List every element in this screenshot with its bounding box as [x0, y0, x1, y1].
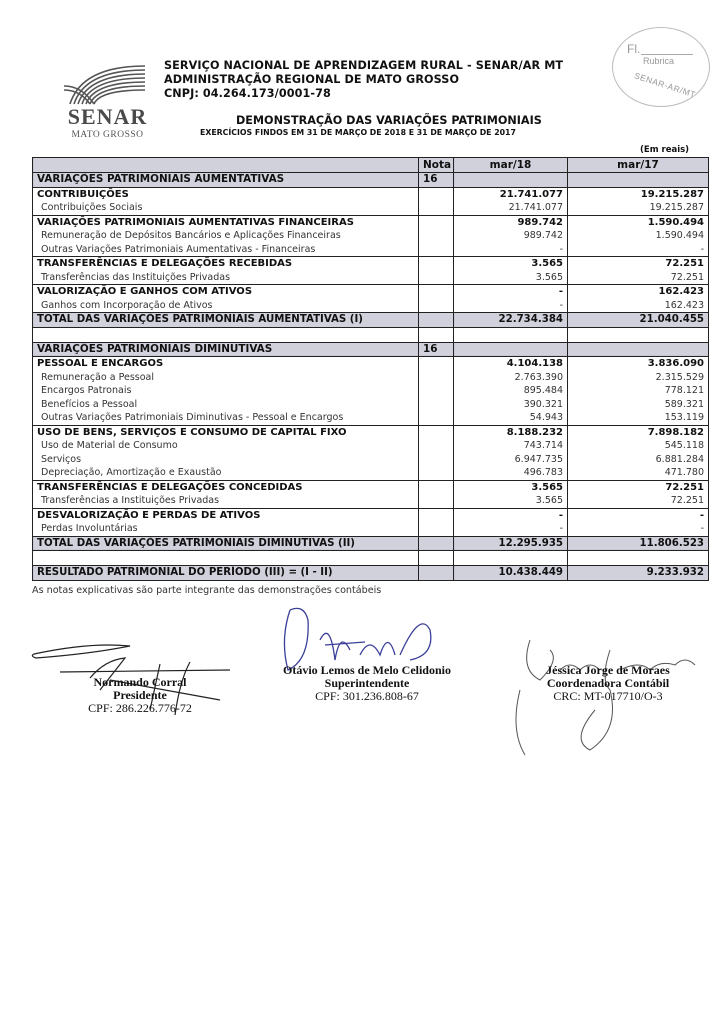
row-mar18: -	[454, 508, 568, 522]
senar-arcs-icon	[60, 60, 155, 106]
table-row	[33, 342, 709, 357]
row-mar18: 8.188.232	[454, 425, 568, 439]
table-row	[33, 398, 709, 412]
row-label: VARIAÇÕES PATRIMONIAIS AUMENTATIVAS FINANCEIRAS	[33, 215, 419, 229]
row-label: Depreciação, Amortização e Exaustão	[33, 466, 419, 480]
row-mar17: 11.806.523	[568, 536, 709, 551]
row-mar17: -	[568, 508, 709, 522]
row-nota	[419, 384, 454, 398]
row-mar18	[454, 173, 568, 188]
row-mar18: 989.742	[454, 215, 568, 229]
row-nota	[419, 215, 454, 229]
row-mar17: 778.121	[568, 384, 709, 398]
table-row	[33, 357, 709, 371]
row-nota: 16	[419, 342, 454, 357]
row-mar18: 21.741.077	[454, 201, 568, 215]
row-nota: 16	[419, 173, 454, 188]
blank-cell	[33, 327, 419, 342]
row-nota	[419, 285, 454, 299]
senar-logo	[60, 60, 155, 150]
table-row	[33, 425, 709, 439]
row-nota	[419, 494, 454, 508]
signer-id: CRC: MT-017710/O-3	[553, 689, 663, 703]
row-mar18: 743.714	[454, 439, 568, 453]
row-mar17: 19.215.287	[568, 201, 709, 215]
row-nota	[419, 357, 454, 371]
row-label: Encargos Patronais	[33, 384, 419, 398]
stamp-line	[641, 54, 693, 55]
total-row	[33, 536, 709, 551]
row-mar18: 390.321	[454, 398, 568, 412]
row-mar17: 72.251	[568, 494, 709, 508]
financial-statement-table	[32, 157, 709, 581]
footnote: As notas explicativas são parte integrante das demonstrações contábeis	[32, 585, 382, 596]
row-label: PESSOAL E ENCARGOS	[33, 357, 419, 371]
row-mar18: 12.295.935	[454, 536, 568, 551]
row-mar17: 153.119	[568, 411, 709, 425]
row-label: USO DE BENS, SERVIÇOS E CONSUMO DE CAPITAL FIXO	[33, 425, 419, 439]
row-nota	[419, 466, 454, 480]
row-mar17: -	[568, 243, 709, 257]
blank-cell	[33, 551, 419, 566]
row-label: Remuneração a Pessoal	[33, 371, 419, 385]
row-mar17: 2.315.529	[568, 371, 709, 385]
row-nota	[419, 271, 454, 285]
table-row	[33, 480, 709, 494]
header-label-cell	[33, 158, 419, 173]
row-mar17: 471.780	[568, 466, 709, 480]
row-mar18: 2.763.390	[454, 371, 568, 385]
logo-subtitle: MATO GROSSO	[71, 130, 144, 140]
row-label: Contribuições Sociais	[33, 201, 419, 215]
row-mar17: 589.321	[568, 398, 709, 412]
row-mar18: -	[454, 522, 568, 536]
row-mar18: 21.741.077	[454, 187, 568, 201]
row-label: VARIAÇÕES PATRIMONIAIS AUMENTATIVAS	[33, 173, 419, 188]
row-mar17: 545.118	[568, 439, 709, 453]
stamp-fl: Fl.	[627, 42, 641, 56]
row-mar17: 72.251	[568, 271, 709, 285]
rubrica-stamp	[612, 27, 710, 107]
row-label: Transferências a Instituições Privadas	[33, 494, 419, 508]
row-nota	[419, 187, 454, 201]
table-row	[33, 215, 709, 229]
document-subtitle: EXERCÍCIOS FINDOS EM 31 DE MARÇO DE 2018 E 31 DE MARÇO DE 2017	[200, 128, 516, 137]
row-mar17: 72.251	[568, 257, 709, 271]
table-row	[33, 243, 709, 257]
blank-cell	[454, 551, 568, 566]
logo-name: SENAR	[67, 104, 148, 129]
table-row	[33, 384, 709, 398]
row-label: CONTRIBUIÇÕES	[33, 187, 419, 201]
row-mar18: 6.947.735	[454, 453, 568, 467]
row-label: Outras Variações Patrimoniais Diminutivas - Pessoal e Encargos	[33, 411, 419, 425]
row-label: TRANSFERÊNCIAS E DELEGAÇÕES CONCEDIDAS	[33, 480, 419, 494]
signature-block-president	[60, 676, 220, 715]
row-nota	[419, 229, 454, 243]
row-nota	[419, 243, 454, 257]
row-mar18: -	[454, 243, 568, 257]
row-mar17: 19.215.287	[568, 187, 709, 201]
org-cnpj: CNPJ: 04.264.173/0001-78	[164, 87, 331, 100]
row-mar17: 162.423	[568, 299, 709, 313]
table-row	[33, 299, 709, 313]
row-label: Serviços	[33, 453, 419, 467]
blank-cell	[454, 327, 568, 342]
row-mar17	[568, 173, 709, 188]
row-mar18: 22.734.384	[454, 313, 568, 328]
row-mar17: -	[568, 522, 709, 536]
table-row	[33, 508, 709, 522]
row-mar18: 989.742	[454, 229, 568, 243]
row-nota	[419, 313, 454, 328]
row-label: Transferências das Instituições Privadas	[33, 271, 419, 285]
stamp-rubrica: Rubrica	[643, 56, 675, 66]
table-row	[33, 257, 709, 271]
table-row	[33, 173, 709, 188]
header-mar18: mar/18	[454, 158, 568, 173]
row-nota	[419, 299, 454, 313]
row-label: Perdas Involuntárias	[33, 522, 419, 536]
row-label: Ganhos com Incorporação de Ativos	[33, 299, 419, 313]
signature-block-superintendent	[262, 664, 472, 703]
signature-block-accountant	[508, 664, 708, 703]
table-row	[33, 439, 709, 453]
table-row	[33, 494, 709, 508]
blank-cell	[568, 551, 709, 566]
header-nota: Nota	[419, 158, 454, 173]
row-mar18: -	[454, 299, 568, 313]
row-nota	[419, 480, 454, 494]
table-row	[33, 271, 709, 285]
row-mar17: 3.836.090	[568, 357, 709, 371]
table-row	[33, 453, 709, 467]
row-mar18: -	[454, 285, 568, 299]
table-row	[33, 522, 709, 536]
table-row	[33, 411, 709, 425]
row-mar17: 21.040.455	[568, 313, 709, 328]
table-row	[33, 466, 709, 480]
blank-cell	[568, 327, 709, 342]
signer-name: Normando Corral	[93, 675, 187, 689]
table-row	[33, 187, 709, 201]
blank-cell	[419, 551, 454, 566]
row-nota	[419, 439, 454, 453]
row-nota	[419, 371, 454, 385]
row-mar18	[454, 342, 568, 357]
row-nota	[419, 453, 454, 467]
currency-unit: (Em reais)	[640, 145, 690, 155]
row-nota	[419, 411, 454, 425]
row-label: VALORIZAÇÃO E GANHOS COM ATIVOS	[33, 285, 419, 299]
signer-name: Otávio Lemos de Melo Celidonio	[283, 663, 451, 677]
row-mar18: 895.484	[454, 384, 568, 398]
row-mar17: 1.590.494	[568, 229, 709, 243]
spacer-row	[33, 551, 709, 566]
row-label: Outras Variações Patrimoniais Aumentativas - Financeiras	[33, 243, 419, 257]
signer-role: Superintendente	[324, 676, 410, 690]
row-label: Uso de Material de Consumo	[33, 439, 419, 453]
total-row	[33, 313, 709, 328]
row-label: TOTAL DAS VARIAÇÕES PATRIMONIAIS AUMENTATIVAS (I)	[33, 313, 419, 328]
row-mar17: 162.423	[568, 285, 709, 299]
row-nota	[419, 425, 454, 439]
row-mar18: 3.565	[454, 271, 568, 285]
row-nota	[419, 508, 454, 522]
row-mar17: 6.881.284	[568, 453, 709, 467]
table-row	[33, 201, 709, 215]
table-row	[33, 229, 709, 243]
document-title: DEMONSTRAÇÃO DAS VARIAÇÕES PATRIMONIAIS	[236, 114, 542, 127]
header-mar17: mar/17	[568, 158, 709, 173]
row-mar17: 9.233.932	[568, 566, 709, 581]
row-mar17	[568, 342, 709, 357]
org-name: SERVIÇO NACIONAL DE APRENDIZAGEM RURAL - SENAR/AR MT	[164, 59, 564, 72]
row-mar18: 54.943	[454, 411, 568, 425]
signer-role: Coordenadora Contábil	[546, 676, 670, 690]
row-mar18: 3.565	[454, 257, 568, 271]
row-label: RESULTADO PATRIMONIAL DO PERÍODO (III) = (I - II)	[33, 566, 419, 581]
row-nota	[419, 522, 454, 536]
row-nota	[419, 536, 454, 551]
table-header-row	[33, 158, 709, 173]
spacer-row	[33, 327, 709, 342]
table-row	[33, 285, 709, 299]
row-mar18: 3.565	[454, 480, 568, 494]
org-region: ADMINISTRAÇÃO REGIONAL DE MATO GROSSO	[164, 73, 460, 86]
result-row	[33, 566, 709, 581]
signer-id: CPF: 286.226.776-72	[88, 701, 192, 715]
row-label: Remuneração de Depósitos Bancários e Aplicações Financeiras	[33, 229, 419, 243]
row-mar18: 4.104.138	[454, 357, 568, 371]
row-nota	[419, 257, 454, 271]
row-mar18: 10.438.449	[454, 566, 568, 581]
row-mar18: 496.783	[454, 466, 568, 480]
row-nota	[419, 398, 454, 412]
row-label: VARIAÇÕES PATRIMONIAIS DIMINUTIVAS	[33, 342, 419, 357]
row-label: TRANSFERÊNCIAS E DELEGAÇÕES RECEBIDAS	[33, 257, 419, 271]
row-nota	[419, 566, 454, 581]
row-nota	[419, 201, 454, 215]
signer-id: CPF: 301.236.808-67	[315, 689, 419, 703]
row-mar17: 7.898.182	[568, 425, 709, 439]
stamp-org: SENAR-AR/MT	[633, 70, 698, 100]
row-label: DESVALORIZAÇÃO E PERDAS DE ATIVOS	[33, 508, 419, 522]
blank-cell	[419, 327, 454, 342]
row-mar17: 72.251	[568, 480, 709, 494]
row-mar18: 3.565	[454, 494, 568, 508]
signer-role: Presidente	[113, 688, 167, 702]
row-label: Benefícios a Pessoal	[33, 398, 419, 412]
table-row	[33, 371, 709, 385]
row-mar17: 1.590.494	[568, 215, 709, 229]
signer-name: Jéssica Jorge de Moraes	[546, 663, 670, 677]
row-label: TOTAL DAS VARIAÇÕES PATRIMONIAIS DIMINUTIVAS (II)	[33, 536, 419, 551]
